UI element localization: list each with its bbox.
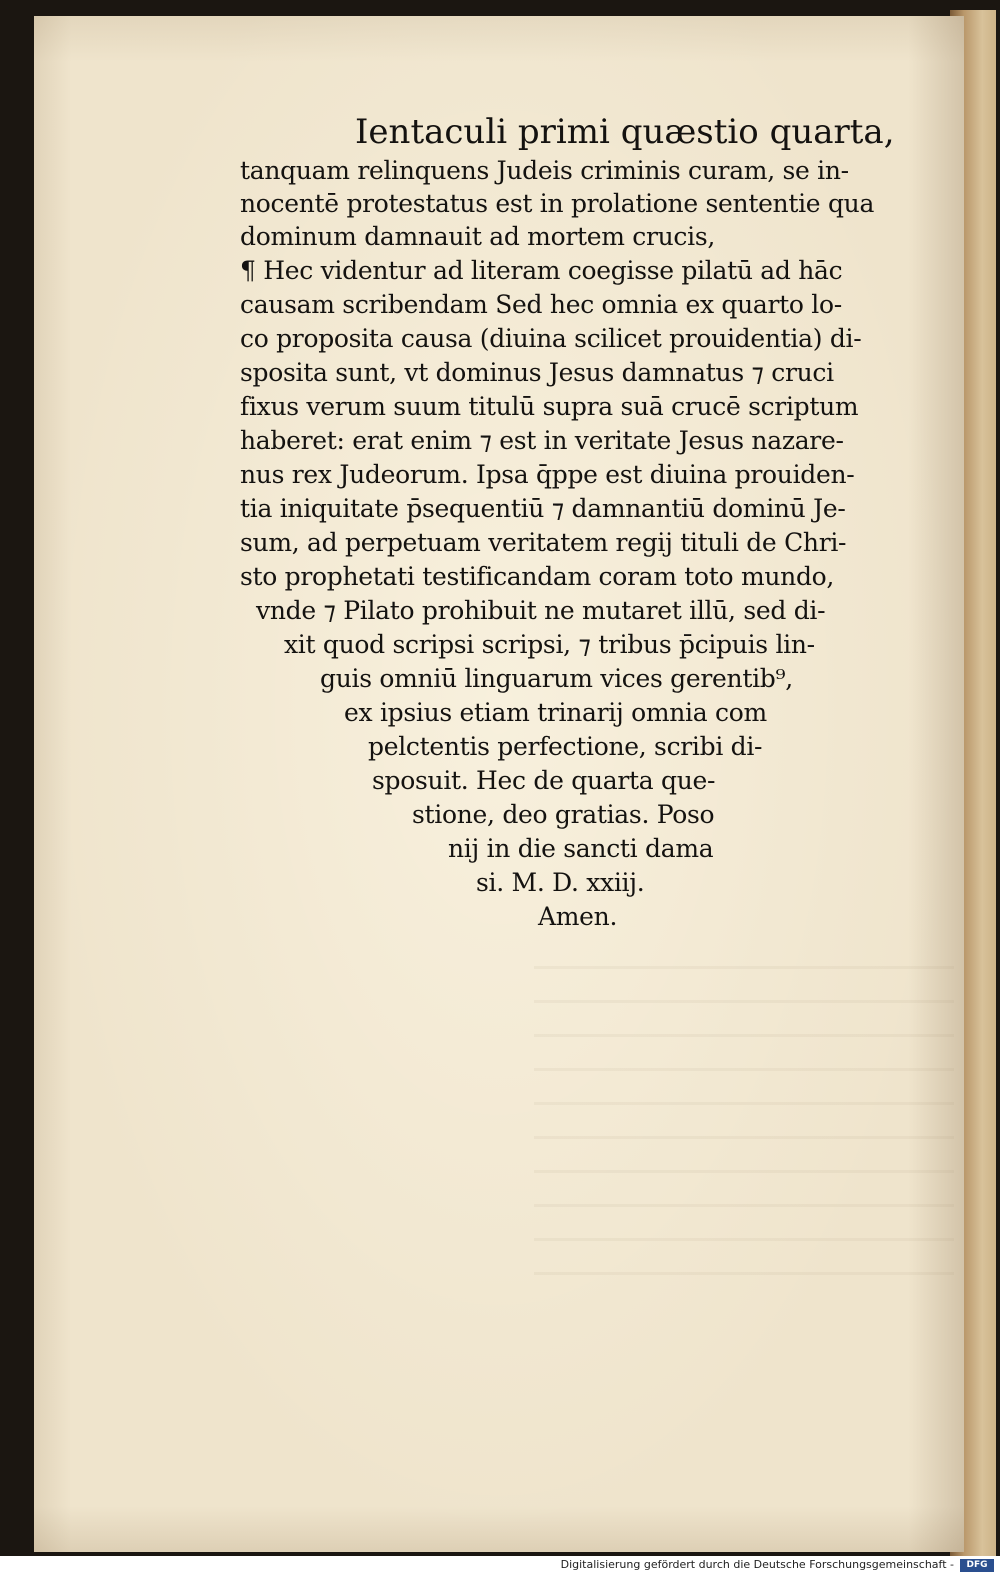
- text-line: si. M. D. xxiij.: [476, 868, 645, 897]
- text-line: fixus verum suum titulū supra suā crucē scriptum: [240, 392, 859, 421]
- running-heading: Ientaculi primi quæstio quarta,: [355, 112, 895, 152]
- text-line: tia iniquitate p̄sequentiū ⁊ damnantiū dominū Je-: [240, 494, 846, 523]
- text-line: guis omniū linguarum vices gerentib⁹,: [320, 664, 793, 693]
- text-line: pelctentis perfectione, scribi di-: [368, 732, 763, 761]
- text-line: tanquam relinquens Judeis criminis curam, se in-: [240, 156, 849, 185]
- footer-strip: [0, 1556, 1000, 1576]
- text-line: sposuit. Hec de quarta que-: [372, 766, 716, 795]
- text-line: sum, ad perpetuam veritatem regij tituli de Chri-: [240, 528, 847, 557]
- text-line: ex ipsius etiam trinarij omnia com: [344, 698, 767, 727]
- dfg-logo: DFG: [960, 1559, 994, 1572]
- text-line: vnde ⁊ Pilato prohibuit ne mutaret illū, sed di-: [256, 596, 826, 625]
- text-line: xit quod scripsi scripsi, ⁊ tribus p̄cipuis lin-: [284, 630, 815, 659]
- text-line: ¶ Hec videntur ad literam coegisse pilatū ad hāc: [240, 256, 843, 285]
- text-line: stione, deo gratias. Poso: [412, 800, 715, 829]
- show-through-text: [534, 966, 954, 1296]
- text-line: haberet: erat enim ⁊ est in veritate Jesus nazare-: [240, 426, 844, 455]
- digitization-credit: Digitalisierung gefördert durch die Deutsche Forschungsgemeinschaft -: [560, 1558, 954, 1571]
- text-line: sto prophetati testificandam coram toto mundo,: [240, 562, 835, 591]
- text-line: co proposita causa (diuina scilicet prouidentia) di-: [240, 324, 862, 353]
- text-line: Amen.: [538, 902, 618, 931]
- text-line: sposita sunt, vt dominus Jesus damnatus ⁊ cruci: [240, 358, 834, 387]
- text-line: nus rex Judeorum. Ipsa q̄ppe est diuina prouiden-: [240, 460, 855, 489]
- text-line: dominum damnauit ad mortem crucis,: [240, 222, 716, 251]
- text-line: causam scribendam Sed hec omnia ex quarto lo-: [240, 290, 842, 319]
- text-line: nocentē protestatus est in prolatione sententie qua: [240, 189, 875, 218]
- text-line: nij in die sancti dama: [448, 834, 714, 863]
